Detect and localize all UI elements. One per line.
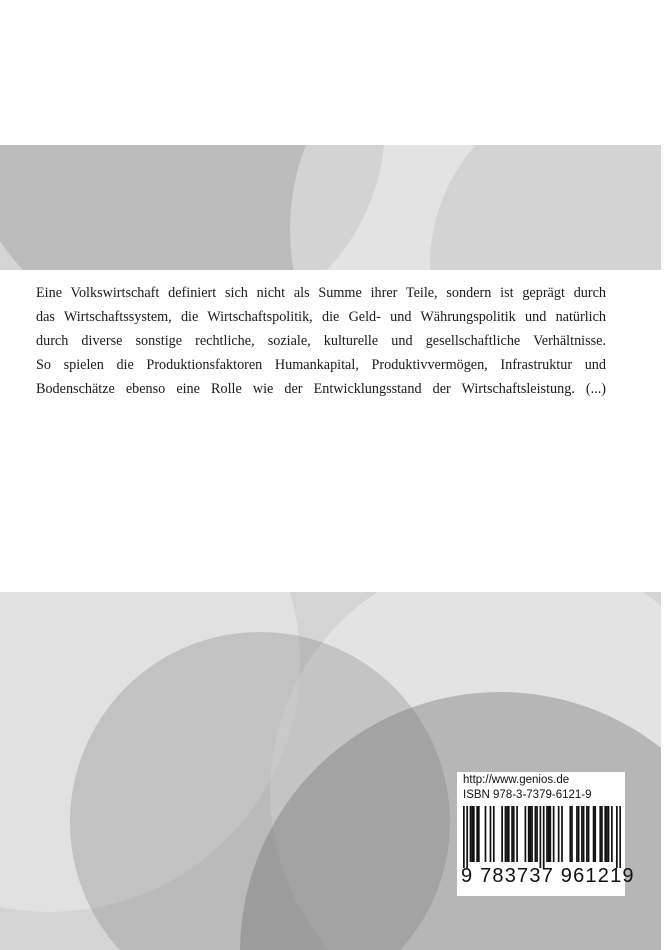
- barcode-bar: [490, 806, 492, 862]
- barcode-bar: [508, 806, 510, 862]
- barcode-bar: [616, 806, 618, 868]
- barcode-bar: [493, 806, 495, 862]
- back-cover-blurb: [36, 281, 606, 401]
- barcode-image: [463, 806, 621, 868]
- barcode-bar: [578, 806, 580, 862]
- barcode-bar: [548, 806, 550, 862]
- barcode-bar: [531, 806, 533, 862]
- barcode-bar: [478, 806, 480, 862]
- barcode-bar: [576, 806, 578, 862]
- barcode-bar: [546, 806, 548, 862]
- barcode-bar: [549, 806, 551, 862]
- barcode-bar: [516, 806, 518, 862]
- decorative-circle: [430, 145, 661, 270]
- blurb-line: Bodenschätze ebenso eine Rolle wie der Entwicklungsstand der Wirtschaftsleistung. (...): [36, 381, 606, 397]
- barcode-bar: [536, 806, 538, 862]
- barcode-bar: [525, 806, 527, 862]
- barcode-bar: [535, 806, 537, 862]
- barcode-bar: [463, 806, 465, 868]
- barcode-bar: [513, 806, 515, 862]
- barcode-bar: [586, 806, 588, 862]
- barcode-bar: [476, 806, 478, 862]
- barcode-bar: [470, 806, 472, 862]
- ean-digits: 9 783737 961219: [461, 865, 635, 887]
- bottom-decorative-band: [0, 592, 661, 950]
- barcode-bar: [604, 806, 606, 862]
- barcode-bar: [501, 806, 503, 862]
- barcode-bar: [583, 806, 585, 862]
- top-decorative-band: [0, 145, 661, 270]
- barcode-bar: [571, 806, 573, 862]
- barcode-bar: [569, 806, 571, 862]
- isbn-barcode-block: [457, 772, 635, 896]
- barcode-bar: [608, 806, 610, 862]
- barcode-bar: [611, 806, 613, 862]
- barcode-bar: [511, 806, 513, 862]
- barcode-bar: [599, 806, 601, 862]
- barcode-bar: [593, 806, 595, 862]
- barcode-bar: [606, 806, 608, 862]
- barcode-bar: [540, 806, 542, 868]
- barcode-bar: [619, 806, 621, 868]
- barcode-bar: [558, 806, 560, 862]
- barcode-bar: [588, 806, 590, 862]
- barcode-bar: [601, 806, 603, 862]
- barcode-bar: [530, 806, 532, 862]
- isbn-number: ISBN 978-3-7379-6121-9: [463, 789, 592, 801]
- barcode-bar: [543, 806, 545, 868]
- barcode-bar: [581, 806, 583, 862]
- barcode-bar: [485, 806, 487, 862]
- barcode-bar: [561, 806, 563, 862]
- barcode-bar: [594, 806, 596, 862]
- blurb-line: das Wirtschaftssystem, die Wirtschaftspolitik, die Geld- und Währungspolitik und natürlich: [36, 309, 606, 325]
- blurb-line: So spielen die Produktionsfaktoren Humankapital, Produktivvermögen, Infrastruktur und: [36, 357, 606, 373]
- barcode-bar: [466, 806, 468, 868]
- barcode-bar: [506, 806, 508, 862]
- blurb-line: durch diverse sonstige rechtliche, soziale, kulturelle und gesellschaftliche Verhältnisse.: [36, 333, 606, 349]
- barcode-bar: [553, 806, 555, 862]
- barcode-bar: [471, 806, 473, 862]
- barcode-bar: [528, 806, 530, 862]
- barcode-bar: [505, 806, 507, 862]
- barcode-bar: [473, 806, 475, 862]
- publisher-url: http://www.genios.de: [463, 774, 570, 786]
- blurb-line: Eine Volkswirtschaft definiert sich nicht als Summe ihrer Teile, sondern ist geprägt durch: [36, 285, 606, 301]
